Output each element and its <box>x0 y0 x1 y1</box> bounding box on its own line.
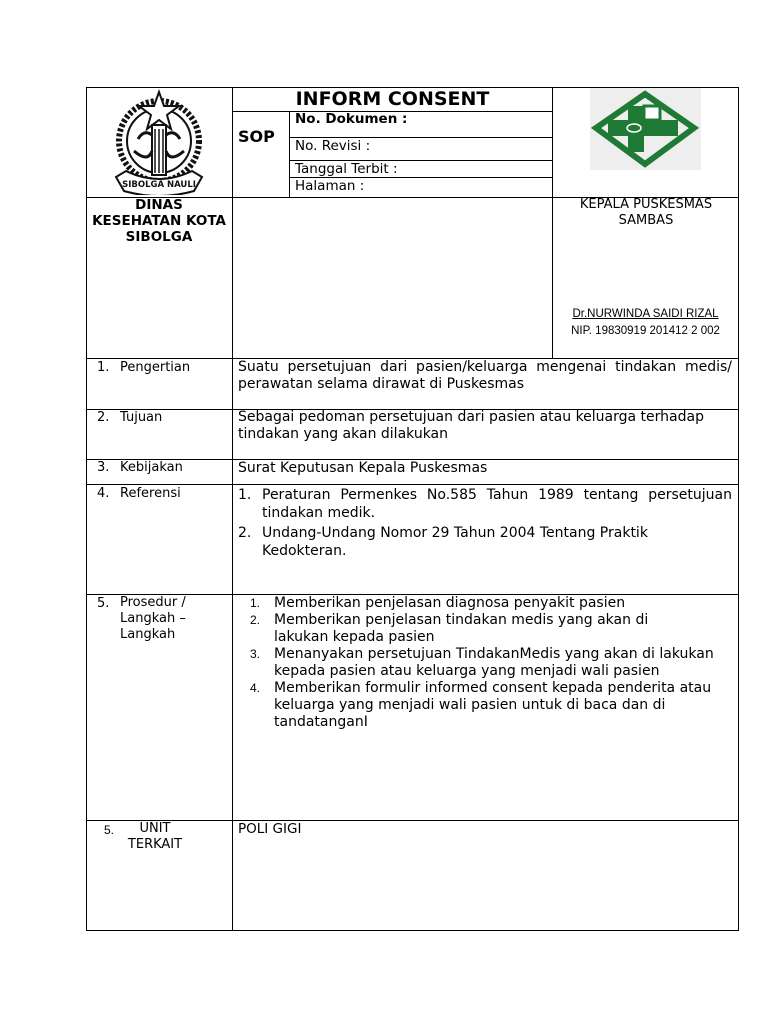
section-4-label: Referensi <box>120 486 181 501</box>
section-6-num: 5. <box>104 823 115 837</box>
prosedur-item: 3. Menanyakan persetujuan TindakanMedis yang akan di lakukan kepada pasien atau keluarga yang menjadi wali pasien <box>250 646 730 680</box>
document-title: INFORM CONSENT <box>295 88 490 110</box>
section-2-num: 2. <box>97 410 110 425</box>
sop-divider <box>289 111 290 197</box>
referensi-item-text: Peraturan Permenkes No.585 Tahun 1989 tentang persetujuan tindakan medik. <box>262 487 732 521</box>
section-6-label: UNIT TERKAIT <box>127 821 183 852</box>
seal-motto: SIBOLGA NAULI <box>122 180 196 190</box>
prosedur-item: 4. Memberikan formulir informed consent kepada penderita atau keluarga yang menjadi wali pasien untuk di baca dan di tandatanganI <box>250 680 730 731</box>
approver-title: KEPALA PUSKESMAS SAMBAS <box>579 197 713 228</box>
referensi-item-text: Undang-Undang Nomor 29 Tahun 2004 Tentang Praktik Kedokteran. <box>262 525 648 559</box>
prosedur-item-text: Menanyakan persetujuan TindakanMedis yang akan di lakukan kepada pasien atau keluarga yang menjadi wali pasien <box>274 646 714 679</box>
prosedur-item: 1. Memberikan penjelasan diagnosa penyakit pasien <box>250 595 730 612</box>
left-column-divider <box>232 87 233 931</box>
approver-nip: NIP. 19830919 201412 2 002 <box>571 325 720 337</box>
tanggal-terbit-label: Tanggal Terbit : <box>295 161 398 177</box>
prosedur-item-text: Memberikan penjelasan diagnosa penyakit pasien <box>274 595 626 611</box>
sop-label: SOP <box>238 127 275 146</box>
section-3-num: 3. <box>97 460 110 475</box>
prosedur-item: 2. Memberikan penjelasan tindakan medis yang akan di lakukan kepada pasien <box>250 612 730 646</box>
section-3-label: Kebijakan <box>120 460 183 475</box>
puskesmas-logo-icon <box>590 88 701 170</box>
sibolga-seal-icon <box>108 89 210 195</box>
unit-terkait-text: POLI GIGI <box>238 821 302 837</box>
prosedur-item-text: Memberikan formulir informed consent kepada penderita atau keluarga yang menjadi wali pasien untuk di baca dan di tandatanganI <box>274 680 712 730</box>
section-5-num: 5. <box>97 596 110 611</box>
section-line-4 <box>86 484 739 485</box>
section-5-label: Prosedur / Langkah – Langkah <box>120 595 186 642</box>
prosedur-list <box>250 595 730 731</box>
section-4-num: 4. <box>97 486 110 501</box>
no-dokumen-label: No. Dokumen : <box>295 111 408 127</box>
pengertian-text: Suatu persetujuan dari pasien/keluarga mengenai tindakan medis/ perawatan selama dirawat di Puskesmas <box>238 359 732 392</box>
prosedur-item-text: Memberikan penjelasan tindakan medis yang akan di lakukan kepada pasien <box>274 612 649 645</box>
section-1-label: Pengertian <box>120 360 191 375</box>
referensi-item: 1. Peraturan Permenkes No.585 Tahun 1989 tentang persetujuan tindakan medik. <box>238 487 732 521</box>
tujuan-text: Sebagai pedoman persetujuan dari pasien atau keluarga terhadap tindakan yang akan dilakukan <box>238 409 704 442</box>
sop-document <box>86 87 739 931</box>
section-2-label: Tujuan <box>120 410 163 425</box>
halaman-label: Halaman : <box>295 178 365 194</box>
no-revisi-label: No. Revisi : <box>295 138 371 154</box>
org-name: DINAS KESEHATAN KOTA SIBOLGA <box>92 197 226 245</box>
referensi-item: 2. Undang-Undang Nomor 29 Tahun 2004 Tentang Praktik Kedokteran. <box>238 524 732 560</box>
section-1-num: 1. <box>97 360 110 375</box>
approver-name: Dr.NURWINDA SAIDI RIZAL <box>572 308 719 320</box>
referensi-list <box>238 486 732 560</box>
kebijakan-text: Surat Keputusan Kepala Puskesmas <box>238 460 488 476</box>
